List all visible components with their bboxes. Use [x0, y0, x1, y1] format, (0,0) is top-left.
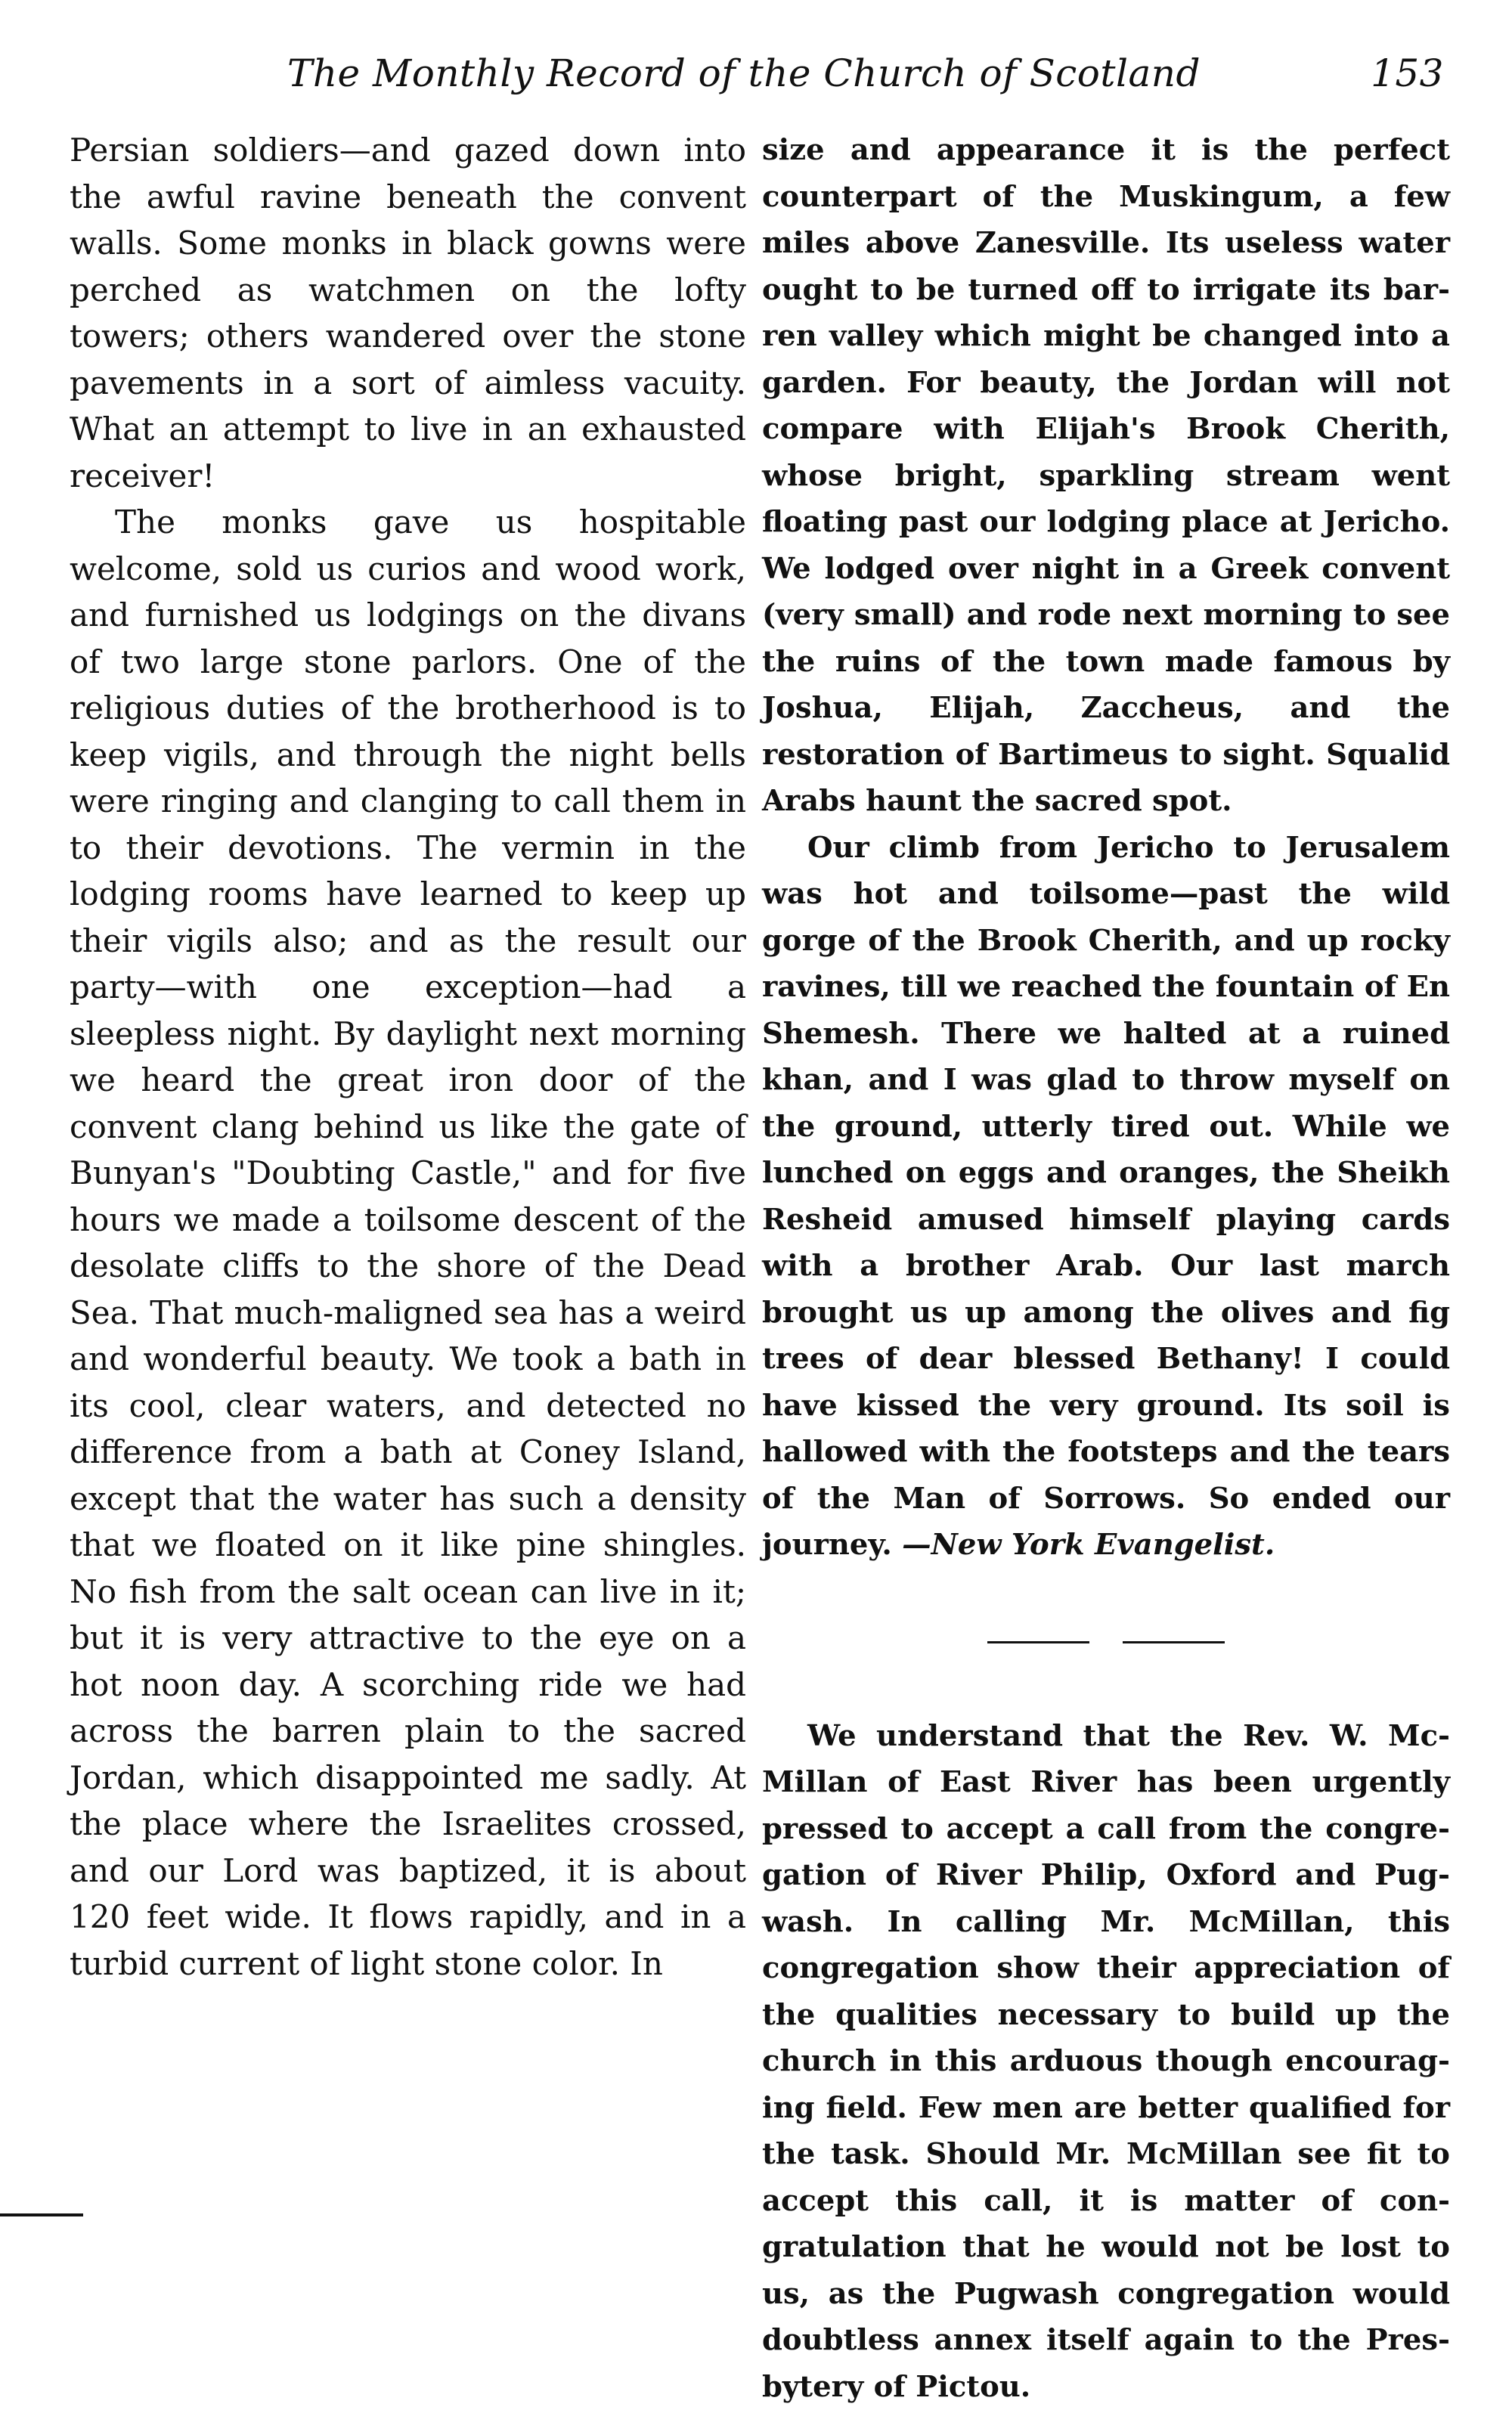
- divider-rule: [987, 1641, 1089, 1643]
- right-column: [762, 127, 1450, 2123]
- article-source: —New York Evangelist.: [902, 1528, 1275, 1562]
- footer-rule: [0, 2213, 83, 2216]
- divider-rule: [1123, 1641, 1225, 1643]
- article-paragraph: Persian soldiers—and gazed down into the awful ravine beneath the convent walls. Some monks in black gowns were perched as watchmen on the lofty towers; others wandered over the stone pavements in a sort of aimless vacuity. What an attempt to live in an exhausted receiver!: [70, 127, 746, 499]
- article-paragraph: [762, 825, 1450, 1569]
- journal-title: The Monthly Record of the Church of Scotland: [287, 51, 1201, 95]
- article-paragraph: [762, 127, 1450, 825]
- church-notice: We understand that the Rev. W. McMillan of East River has been urgently pressed to accept a call from the congregation of River Philip, Oxford and Pugwash. In calling Mr. McMillan, this congregation show their appreciation of the qualities necessary to build up the church in this arduous though encouraging field. Few men are better qualified for the task. Should Mr. McMillan see fit to accept this call, it is matter of congratulation that he would not be lost to us, as the Pugwash congregation would doubtless annex itself again to the Presbytery of Pictou.: [762, 1713, 1450, 2410]
- section-divider: [762, 1641, 1450, 1643]
- page-number: 153: [1371, 51, 1444, 95]
- left-column: [70, 127, 746, 2123]
- article-paragraph-text: Our climb from Jericho to Jerusalem was hot and toilsome—past the wild gorge of the Brook Cherith, and up rocky ravines, till we reached the fountain of En Shemesh. There we halted at a ruined khan, and I was glad to throw myself on the ground, utterly tired out. While we lunched on eggs and oranges, the Sheikh Resheid amused himself playing cards with a brother Arab. Our last march brought us up among the olives and fig trees of dear blessed Bethany! I could have kissed the very ground. Its soil is hallowed with the footsteps and the tears of the Man of Sorrows. So ended our journey.: [762, 831, 1450, 1563]
- article-paragraph-text: size and appearance it is the perfect counterpart of the Muskingum, a few miles above Zanesville. Its useless water ought to be turned off to irrigate its barren valley which might be changed into a garden. For beauty, the Jordan will not compare with Elijah's Brook Cherith, whose bright, sparkling stream went floating past our lodging place at Jericho. We lodged over night in a Greek convent (very small) and rode next morning to see the ruins of the town made famous by Joshua, Elijah, Zaccheus, and the restoration of Bartimeus to sight. Squalid Arabs haunt the sacred spot.: [762, 133, 1450, 818]
- article-paragraph: The monks gave us hospitable welcome, sold us curios and wood work, and furnished us lodgings on the divans of two large stone parlors. One of the religious duties of the brotherhood is to keep vigils, and through the night bells were ringing and clanging to call them in to their devotions. The vermin in the lodging rooms have learned to keep up their vigils also; and as the result our party—with one exception—had a sleepless night. By daylight next morning we heard the great iron door of the convent clang behind us like the gate of Bunyan's "Doubting Castle," and for five hours we made a toilsome descent of the desolate cliffs to the shore of the Dead Sea. That much-maligned sea has a weird and wonderful beauty. We took a bath in its cool, clear waters, and detected no difference from a bath at Coney Island, except that the water has such a density that we floated on it like pine shingles. No fish from the salt ocean can live in it; but it is very attractive to the eye on a hot noon day. A scorching ride we had across the barren plain to the sacred Jordan, which disappointed me sadly. At the place where the Israelites crossed, and our Lord was baptized, it is about 120 feet wide. It flows rapidly, and in a turbid current of light stone color. In: [70, 499, 746, 1987]
- running-header: [287, 45, 1444, 113]
